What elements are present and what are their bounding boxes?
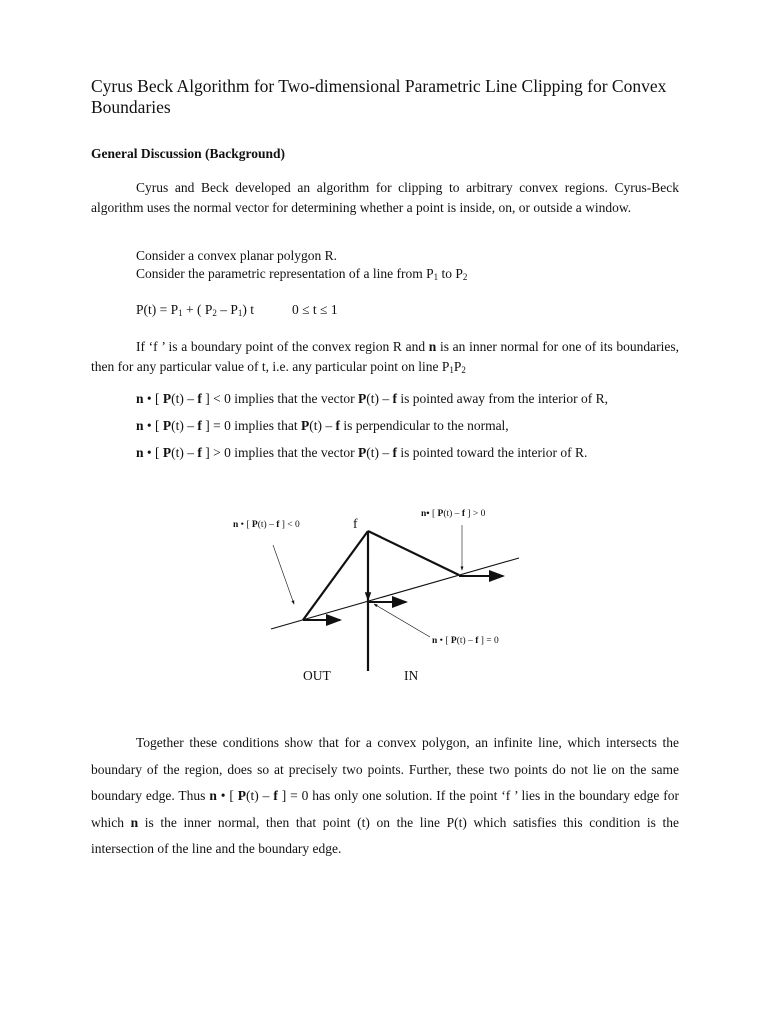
closing-paragraph: Together these conditions show that for a convex polygon, an infinite line, which intersects the boundary of the region, does so at precisely two points. Further, these two points do not lie on the same boundary edge. Thus n • [ P(t) – f ] = 0 has only one solution. If the point ‘f ’ lies in the boundary edge for which n is the inner normal, then that point (t) on the line P(t) which satisfies this condition is the intersection of the line and the boundary edge. — [91, 735, 679, 856]
condition-greater-than: n • [ P(t) – f ] > 0 implies that the vector P(t) – f is pointed toward the interior of R. — [136, 445, 588, 460]
condition-less-than: n • [ P(t) – f ] < 0 implies that the vector P(t) – f is pointed away from the interior of R, — [136, 391, 609, 406]
consider-param-line: Consider the parametric representation of a line from $P_1$ to $P_2$ — [136, 266, 468, 282]
consider-polygon-line: Consider a convex planar polygon R. — [136, 248, 337, 263]
label-equal: n • [ P(t) – f ] = 0 — [432, 636, 499, 646]
boundary-edge-left — [303, 531, 368, 620]
out-label: OUT — [303, 668, 331, 683]
parametric-equation: $P(t) = P_1$ + ( $P_2 - P_1$) t 0 ≤ t ≤ 1 — [136, 302, 338, 318]
page-title: Cyrus Beck Algorithm for Two-dimensional Parametric Line Clipping for Convex Boundaries — [91, 76, 667, 117]
label-less-than: n • [ P(t) – f ] < 0 — [233, 520, 300, 530]
section-heading: General Discussion (Background) — [91, 146, 286, 161]
condition-equal: n • [ P(t) – f ] = 0 implies that P(t) – f is perpendicular to the normal, — [136, 418, 509, 433]
boundary-edge-right — [368, 531, 459, 575]
infinite-line — [271, 558, 519, 629]
parameter-range: 0 ≤ t ≤ 1 — [292, 302, 338, 317]
in-label: IN — [404, 668, 419, 683]
leader-less-than — [273, 545, 294, 604]
point-f-label: f — [353, 516, 358, 531]
intro-paragraph: Cyrus and Beck developed an algorithm for clipping to arbitrary convex regions. Cyrus-Beck algorithm uses the normal vector for determining whether a point is inside, on, or outside a window. — [91, 180, 679, 215]
label-greater-than: n• [ P(t) – f ] > 0 — [421, 509, 486, 519]
boundary-paragraph: If ‘f ’ is a boundary point of the convex region R and n is an inner normal for one of its boundaries, then for any particular value of t, i.e. any particular point on line $P_1P_2$ — [91, 339, 679, 375]
leader-equal — [374, 604, 430, 637]
